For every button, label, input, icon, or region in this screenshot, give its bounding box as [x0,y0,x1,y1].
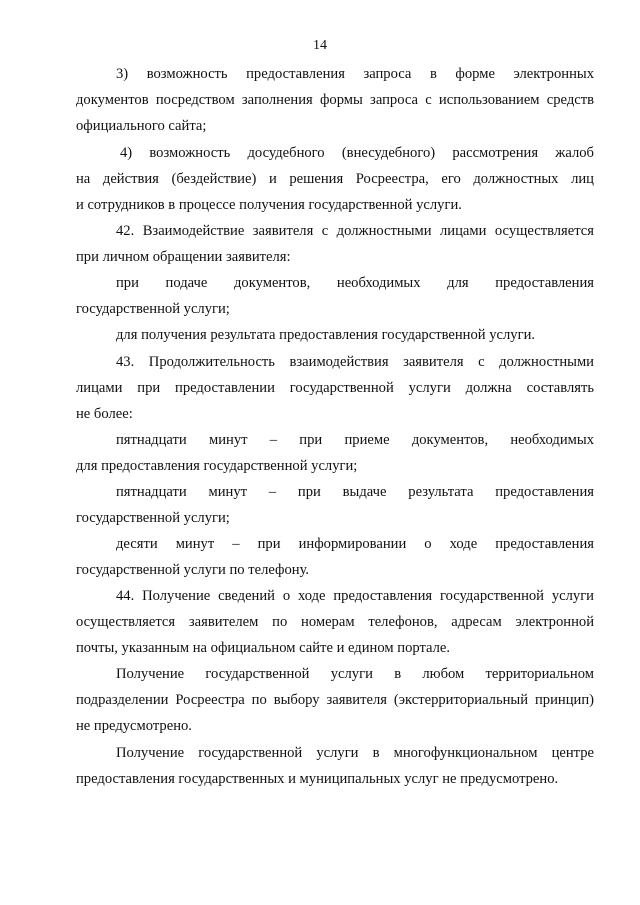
text-line: для получения результата предоставления государственной услуги. [116,327,536,343]
page-number: 14 [313,38,327,53]
text-line: при подаче документов, необходимых для предоставления [116,275,594,291]
text-line: на действия (бездействие) и решения Росреестра, его должностных лиц [76,171,594,187]
text-line: для предоставления государственной услуги; [76,458,358,474]
text-line: 3) возможность предоставления запроса в форме электронных [116,66,594,82]
text-line: государственной услуги по телефону. [76,562,310,578]
text-line: 42. Взаимодействие заявителя с должностными лицами осуществляется [116,223,594,239]
text-line: государственной услуги; [76,510,230,526]
text-line: подразделении Росреестра по выбору заявителя (экстерриториальный принцип) [76,692,594,708]
text-line: Получение государственной услуги в любом территориальном [116,666,594,682]
text-line: 4) возможность досудебного (внесудебного) рассмотрения жалоб [120,145,594,161]
text-line: государственной услуги; [76,301,230,317]
text-line: и сотрудников в процессе получения государственной услуги. [76,197,462,213]
text-line: пятнадцати минут – при приеме документов, необходимых [116,432,594,448]
text-line: документов посредством заполнения формы запроса с использованием средств [76,92,594,108]
text-line: 44. Получение сведений о ходе предоставления государственной услуги [116,588,594,604]
text-line: не более: [76,406,133,422]
text-line: лицами при предоставлении государственной услуги должна составлять [76,380,594,396]
text-line: не предусмотрено. [76,718,192,734]
text-line: 43. Продолжительность взаимодействия заявителя с должностными [116,354,594,370]
text-line: десяти минут – при информировании о ходе предоставления [116,536,594,552]
text-line: предоставления государственных и муниципальных услуг не предусмотрено. [76,771,559,787]
text-line: пятнадцати минут – при выдаче результата предоставления [116,484,594,500]
text-line: при личном обращении заявителя: [76,249,291,265]
text-line: осуществляется заявителем по номерам телефонов, адресам электронной [76,614,594,630]
text-line: Получение государственной услуги в многофункциональном центре [116,745,594,761]
text-line: официального сайта; [76,118,207,134]
text-line: почты, указанным на официальном сайте и едином портале. [76,640,451,656]
